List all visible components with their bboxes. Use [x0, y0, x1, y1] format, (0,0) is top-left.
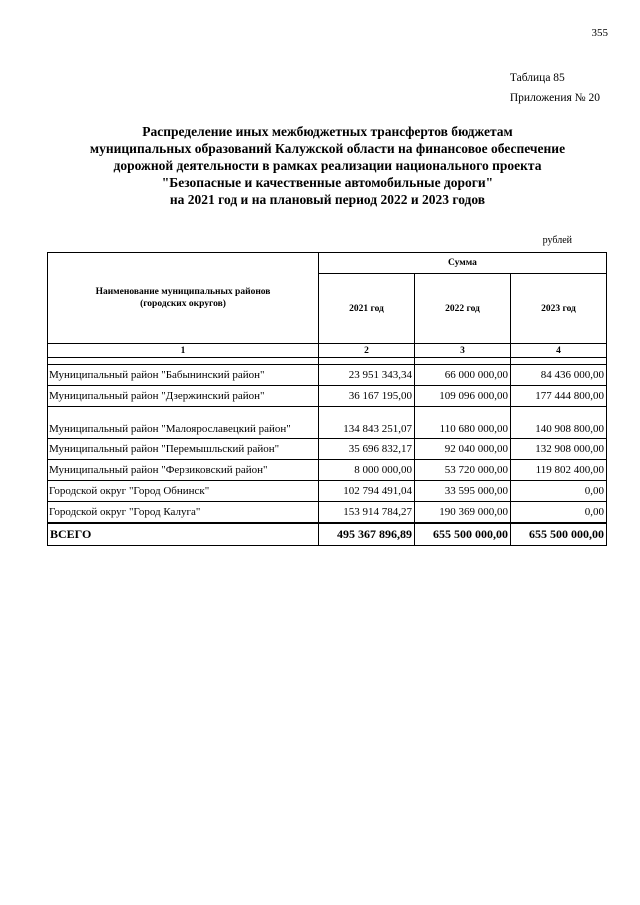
- column-number: 2: [319, 344, 415, 358]
- header-year-2022: 2022 год: [415, 274, 511, 344]
- row-value-2023: 132 908 000,00: [511, 439, 607, 460]
- row-value-2022: 92 040 000,00: [415, 439, 511, 460]
- header-municipality: [48, 253, 319, 344]
- title-line: на 2021 год и на плановый период 2022 и 2023 годов: [169, 192, 486, 207]
- row-municipality: Муниципальный район "Дзержинский район": [48, 386, 319, 407]
- header-municipality-line1: Наименование муниципальных районов: [95, 287, 271, 297]
- table-row: [48, 386, 607, 407]
- spacer-row: [48, 358, 607, 365]
- row-value-2022: 190 369 000,00: [415, 502, 511, 524]
- title-line: дорожной деятельности в рамках реализации национального проекта: [113, 158, 542, 173]
- total-value-2023: 655 500 000,00: [511, 523, 607, 546]
- row-value-2022: 33 595 000,00: [415, 481, 511, 502]
- row-value-2021: 153 914 784,27: [319, 502, 415, 524]
- row-value-2022: 66 000 000,00: [415, 365, 511, 386]
- header-sum: Сумма: [319, 253, 607, 274]
- table-row: [48, 439, 607, 460]
- total-value-2022: 655 500 000,00: [415, 523, 511, 546]
- row-value-2021: 8 000 000,00: [319, 460, 415, 481]
- table-row: [48, 407, 607, 439]
- transfers-table: [47, 252, 607, 546]
- column-number: 3: [415, 344, 511, 358]
- row-value-2022: 53 720 000,00: [415, 460, 511, 481]
- row-municipality: Муниципальный район "Малоярославецкий район": [48, 407, 319, 439]
- row-value-2021: 134 843 251,07: [319, 407, 415, 439]
- row-value-2021: 23 951 343,34: [319, 365, 415, 386]
- title-line: Распределение иных межбюджетных трансфертов бюджетам: [142, 124, 513, 139]
- title-line: "Безопасные и качественные автомобильные дороги": [161, 175, 494, 190]
- header-municipality-line2: (городских округов): [140, 299, 226, 309]
- row-municipality: Муниципальный район "Перемышльский район": [48, 439, 319, 460]
- row-municipality: Муниципальный район "Ферзиковский район": [48, 460, 319, 481]
- row-value-2021: 36 167 195,00: [319, 386, 415, 407]
- row-municipality: Муниципальный район "Бабынинский район": [48, 365, 319, 386]
- unit-label: рублей: [542, 235, 572, 246]
- total-row: [48, 523, 607, 546]
- row-value-2023: 119 802 400,00: [511, 460, 607, 481]
- row-value-2023: 177 444 800,00: [511, 386, 607, 407]
- row-value-2023: 0,00: [511, 502, 607, 524]
- page-number: 355: [591, 27, 608, 39]
- row-value-2022: 109 096 000,00: [415, 386, 511, 407]
- header-year-2023: 2023 год: [511, 274, 607, 344]
- row-value-2021: 102 794 491,04: [319, 481, 415, 502]
- row-value-2023: 140 908 800,00: [511, 407, 607, 439]
- table-row: [48, 460, 607, 481]
- table-row: [48, 365, 607, 386]
- table-row: [48, 481, 607, 502]
- total-value-2021: 495 367 896,89: [319, 523, 415, 546]
- column-number: 1: [48, 344, 319, 358]
- row-municipality: Городской округ "Город Обнинск": [48, 481, 319, 502]
- document-title: [40, 123, 615, 208]
- appendix-label: Приложения № 20: [509, 92, 600, 104]
- total-label: ВСЕГО: [48, 523, 319, 546]
- header-year-2021: 2021 год: [319, 274, 415, 344]
- column-number: 4: [511, 344, 607, 358]
- annex-reference: [510, 68, 600, 108]
- row-value-2021: 35 696 832,17: [319, 439, 415, 460]
- table-row: [48, 502, 607, 524]
- row-municipality: Городской округ "Город Калуга": [48, 502, 319, 524]
- title-line: муниципальных образований Калужской области на финансовое обеспечение: [89, 141, 566, 156]
- row-value-2023: 84 436 000,00: [511, 365, 607, 386]
- row-value-2022: 110 680 000,00: [415, 407, 511, 439]
- table-label: Таблица 85: [509, 72, 565, 84]
- row-value-2023: 0,00: [511, 481, 607, 502]
